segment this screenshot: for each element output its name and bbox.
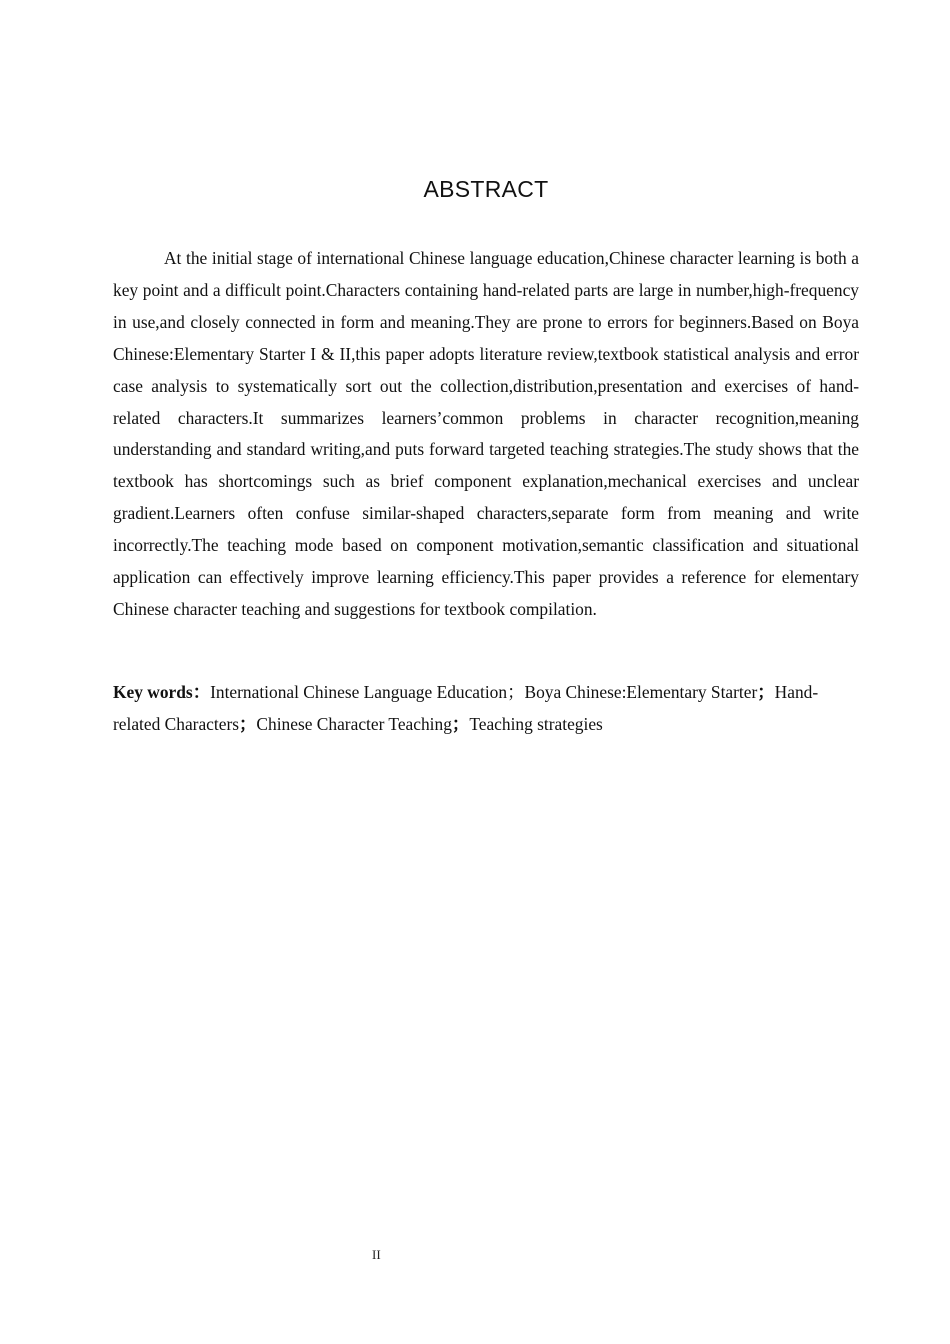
keywords-label: Key words： xyxy=(113,682,211,702)
page-number: II xyxy=(372,1247,381,1262)
keyword-item: Boya Chinese:Elementary Starter xyxy=(524,682,758,702)
keyword-separator: ； xyxy=(757,682,775,702)
keyword-item: Teaching strategies xyxy=(469,713,603,734)
abstract-paragraph: At the initial stage of international Chinese language education,Chinese character learning is both a key point and a difficult point.Characters containing hand-related parts are large in number,high-frequency in use,and closely connected in form and meaning.They are prone to errors for beginners.Based on Boya Chinese:Elementary Starter I & II,this paper adopts literature review,textbook statistical analysis and error case analysis to systematically sort out the collection,distribution,presentation and exercises of hand-related characters.It summarizes learners’common problems in character recognition,meaning understanding and standard writing,and puts forward targeted teaching strategies.The study shows that the textbook has shortcomings such as brief component explanation,mechanical exercises and unclear gradient.Learners often confuse similar-shaped characters,separate form from meaning and write incorrectly.The teaching mode based on component motivation,semantic classification and situational application can effectively improve learning efficiency.This paper provides a reference for elementary Chinese character teaching and suggestions for textbook compilation. xyxy=(113,248,859,619)
keyword-separator: ； xyxy=(451,713,470,734)
abstract-title: ABSTRACT xyxy=(423,176,549,202)
keyword-separator: ； xyxy=(507,682,525,702)
keywords-line xyxy=(113,677,859,741)
keyword-separator: ； xyxy=(239,713,257,734)
keyword-item: Chinese Character Teaching xyxy=(256,713,452,734)
keyword-item: International Chinese Language Education xyxy=(210,682,508,702)
keyword-item: Hand-related Characters xyxy=(113,682,819,734)
